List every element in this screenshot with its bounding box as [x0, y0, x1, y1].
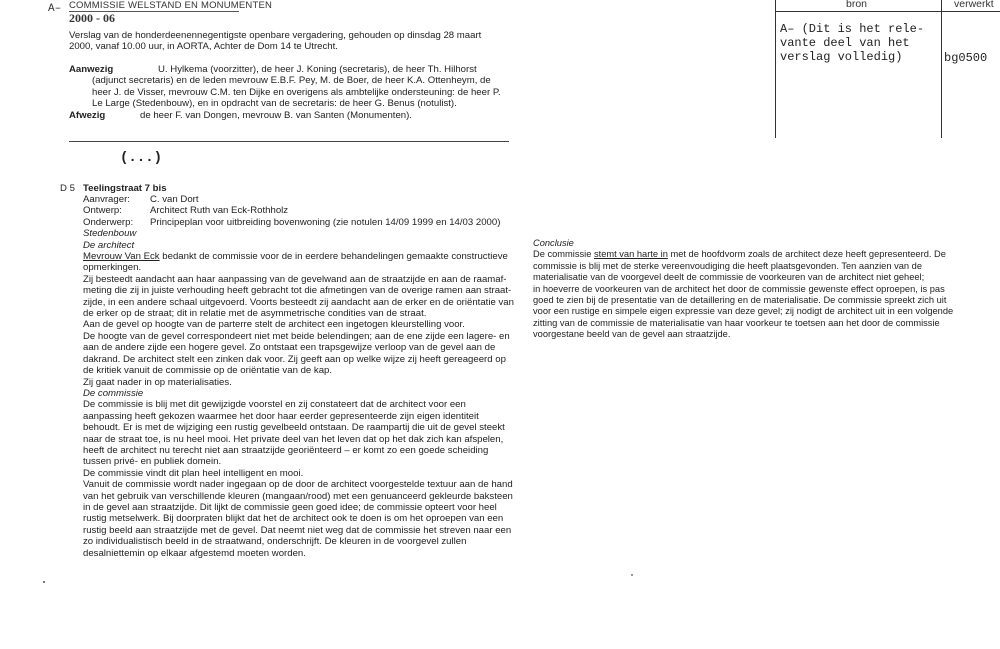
text-line: aanpassing heeft gekozen waarmee het door haar eerder gepresenteerde zijn eigen identiteit: [83, 410, 479, 422]
committee-name: COMMISSIE WELSTAND EN MONUMENTEN: [69, 0, 273, 11]
table-left-rule: [775, 0, 776, 138]
column-header-bron: bron: [846, 0, 868, 10]
header-prefix: A–: [48, 3, 62, 15]
present-list: [92, 64, 501, 110]
source-note-line: vante deel van het: [780, 36, 910, 50]
intro-line: Verslag van de honderdeenennegentigste openbare vergadering, gehouden op dinsdag 28 maart: [69, 30, 482, 41]
subheading-commission: De commissie: [83, 387, 144, 399]
intro-line: 2000, vanaf 10.00 uur, in AORTA, Achter de Dom 14 te Utrecht.: [69, 41, 338, 53]
text-line: zo individualistisch beeld in de straatwand, onderschrijft. De kleuren in de voorgevel zullen: [83, 536, 467, 548]
field-label: Aanvrager:: [83, 194, 130, 205]
field-row: [83, 205, 514, 216]
text-line: [533, 249, 953, 260]
section-divider: [69, 141, 509, 142]
table-top-rule: [776, 11, 1000, 12]
text-line: commissie is blij met de sterke vereenvoudiging die heeft plaatsgevonden. Ten aanzien van de: [533, 260, 922, 271]
text-line: de erker op de straat; dit in relatie met de asymmetrische condities van de straat.: [83, 308, 427, 320]
text-fragment: met de hoofdvorm zoals de architect deze heeft gepresenteerd. De: [667, 249, 946, 260]
absent-text: de heer F. van Dongen, mevrouw B. van Santen (Monumenten).: [140, 110, 412, 121]
source-note: [780, 22, 924, 64]
present-line: U. Hylkema (voorzitter), de heer J. Koning (secretaris), de heer Th. Hilhorst: [158, 64, 477, 75]
absent-label: Afwezig: [69, 110, 106, 121]
text-line: in hoeverre de voorkeuren van de architect het door de commissie gewenste effect oproepen, is pas: [533, 283, 945, 294]
text-line: De commissie is blij met dit gewijzigde voorstel en zij constateert dat de architect voor een: [83, 399, 466, 411]
present-line: (adjunct secretaris) en de leden mevrouw E.B.F. Pey, M. de Boer, de heer K.A. Ottenheym, de: [92, 75, 491, 87]
intro-text: [69, 30, 481, 53]
conclusion-heading: Conclusie: [533, 238, 574, 248]
commission-paragraph: [83, 399, 514, 559]
field-label: Ontwerp:: [83, 205, 122, 217]
text-line: Aan de gevel op hoogte van de parterre stelt de architect een ingetogen kleurstelling voor.: [83, 319, 465, 331]
meeting-number: 2000 - 06: [69, 11, 115, 25]
field-row: [83, 217, 514, 228]
text-line: aan de andere zijde een hogere gevel. Zo ontstaat een trapsgewijze verloop van de gevel aan de: [83, 342, 496, 354]
text-line: Zij besteedt aandacht aan haar aanpassing van de gevelwand aan de straatzijde en aan de raamaf-: [83, 273, 507, 285]
field-value: Architect Ruth van Eck-Rothholz: [150, 205, 289, 217]
present-line: heer J. de Visser, mevrouw C.M. ten Dijke en overigens als ambtelijke ondersteuning: de heer P.: [92, 86, 501, 98]
text-line: voorgestane beeld van de gevel aan straatzijde.: [533, 329, 731, 340]
present-line: Le Large (Stedenbouw), en in opdracht van de secretaris: de heer G. Benus (notulist).: [92, 98, 457, 110]
text-fragment: De commissie: [533, 249, 594, 260]
column-header-verwerkt: verwerkt: [954, 0, 994, 10]
verdict-phrase: stemt van harte in: [593, 249, 668, 260]
field-label: Onderwerp:: [83, 216, 134, 228]
text-line: [83, 251, 514, 262]
text-line: De hoogte van de gevel correspondeert niet met beide belendingen; aan de ene zijde een lagere- en: [83, 330, 510, 342]
scan-speck: [631, 574, 633, 576]
table-mid-rule: [941, 0, 942, 138]
field-value: Principeplan voor uitbreiding bovenwoning (zie notulen 14/09 1999 en 14/03 2000): [150, 216, 501, 228]
item-fields: [83, 194, 514, 559]
text-line: desalniettemin op elkaar afgestemd moeten worden.: [83, 547, 306, 559]
source-note-line: verslag volledig): [780, 50, 903, 64]
item-code: D 5: [60, 183, 75, 194]
text-line: opmerkingen.: [83, 262, 142, 274]
text-line: rustig beeld aan straatzijde met de gevel. Dat neemt niet weg dat de commissie het streven naar een: [83, 524, 512, 536]
text-line: dakrand. De architect stelt een zinken dak voor. Zij geeft aan op welke wijze zij heeft gereageerd op: [83, 353, 506, 365]
text-line: van het gebruik van verschillende kleuren (mangaan/rood) met een genuanceerd gekleurde baksteen: [83, 490, 513, 502]
present-label: Aanwezig: [69, 64, 114, 75]
text-line: behoudt. Er is met de wijziging een rustig gevelbeeld ontstaan. De raampartij die uit de gevel steekt: [83, 422, 505, 434]
text-line: heeft de architect nu terecht niet aan straatzijde georiënteerd – er komt zo een goede scheiding: [83, 444, 489, 456]
item-title: Teelingstraat 7 bis: [83, 183, 167, 194]
text-line: tussen privé- en publiek domein.: [83, 456, 222, 468]
omission-marker: (...): [120, 150, 163, 166]
text-line: Vanuit de commissie wordt nader ingegaan op de door de architect voorgestelde textuur aan de hand: [83, 479, 513, 491]
text-line: materialisatie van de voorgevel deelt de commissie de voorkeuren van de architect niet geheel;: [533, 272, 925, 283]
text-line: voor een rustige en simpele eigen expressie van deze gevel; zij nodigt de architect uit in een volgende: [533, 306, 954, 317]
text-line: naar de straat toe, is nu heel mooi. Het private deel van het leven dat op het dak zich kan afspelen,: [83, 433, 504, 445]
subheading-architect: De architect: [83, 239, 135, 251]
field-value: C. van Dort: [150, 194, 199, 205]
text-line: goed te zien bij de presentatie van de detaillering en de materialisatie. De commissie spreekt zich uit: [533, 295, 947, 306]
processed-code: bg0500: [944, 51, 988, 65]
text-line: in de gevel aan straatzijde. Dit lijkt de commissie geen goed idee; de commissie opteert voor heel: [83, 501, 497, 513]
text-fragment: bedankt de commissie voor de in eerdere behandelingen gemaakte constructieve: [159, 251, 508, 263]
text-line: meting die zij in juiste verhouding heeft gebracht tot die afmetingen van de overige ramen aan straat-: [83, 285, 512, 297]
conclusion-block: [533, 238, 953, 341]
section-heading-stedenbouw: Stedenbouw: [83, 228, 137, 240]
architect-paragraph: [83, 251, 514, 388]
source-note-line: A– (Dit is het rele-: [780, 22, 925, 36]
scan-speck: [43, 581, 45, 583]
field-row: [83, 194, 514, 205]
text-line: Zij gaat nader in op materialisaties.: [83, 376, 232, 388]
text-line: zijde, in een andere schaal uitgevoerd. Voorts besteedt zij aandacht aan de erker en de oriëntatie van: [83, 296, 514, 308]
text-line: rustig metselwerk. Bij doorpraten blijkt dat het de architect ook te doen is om het oproepen van een: [83, 513, 504, 525]
text-line: De commissie vindt dit plan heel intelligent en mooi.: [83, 467, 304, 479]
text-line: zitting van de commissie de materialisatie van haar voorkeur te toetsen aan het door de commissie: [533, 317, 940, 328]
architect-name: Mevrouw Van Eck: [83, 251, 160, 263]
text-line: de kritiek vanuit de commissie op de oriëntatie van de kap.: [83, 365, 333, 377]
